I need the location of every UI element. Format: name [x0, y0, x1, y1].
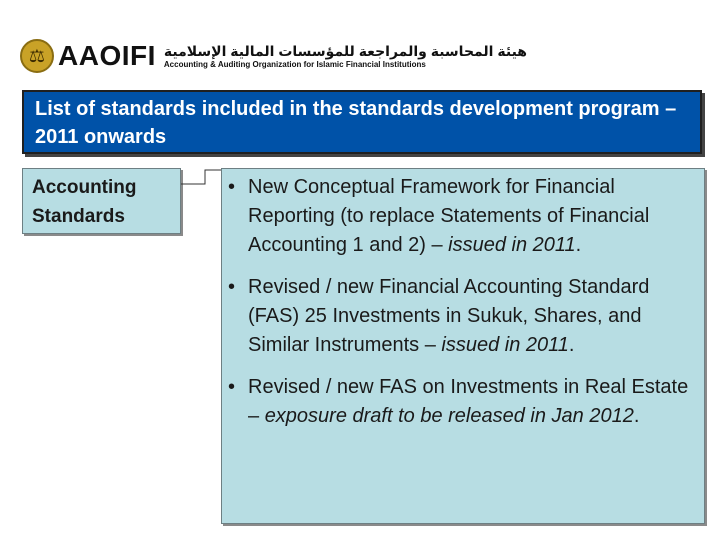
item-status: exposure draft to be released in Jan 2012	[264, 405, 634, 427]
item-body: Revised / new FAS on Investments in Real Estate –	[248, 376, 689, 427]
bullet: •	[228, 376, 236, 398]
standards-list	[221, 168, 705, 524]
item-text	[248, 373, 694, 431]
item-suffix: .	[568, 334, 575, 356]
item-body: Revised / new Financial Accounting Standard (FAS) 25 Investments in Sukuk, Shares, and Similar Instruments –	[248, 276, 650, 356]
item-status: issued in 2011	[441, 334, 569, 356]
item-suffix: .	[633, 405, 640, 427]
item-text	[248, 273, 694, 360]
list-item	[228, 373, 694, 431]
scales-emblem-icon: ⚖	[20, 39, 54, 73]
aaoifi-logo	[20, 38, 527, 74]
logo-arabic-name: هيئة المحاسبة والمراجعة للمؤسسات المالية الإسلامية	[163, 42, 527, 59]
logo-wordmark: AAOIFI	[58, 40, 156, 71]
item-text	[248, 173, 694, 260]
item-suffix: .	[575, 234, 582, 256]
bullet: •	[228, 176, 236, 198]
item-status: issued in 2011	[448, 234, 576, 256]
logo-names	[164, 43, 527, 70]
list-item	[228, 273, 694, 360]
list-item	[228, 173, 694, 260]
bullet: •	[228, 276, 236, 298]
category-label: Accounting Standards	[22, 168, 181, 234]
slide-title: List of standards included in the standards development program – 2011 onwards	[22, 90, 702, 154]
logo-english-name: Accounting & Auditing Organization for Islamic Financial Institutions	[163, 59, 426, 69]
item-body: New Conceptual Framework for Financial Reporting (to replace Statements of Financial Accounting 1 and 2) –	[248, 176, 650, 256]
connector-line	[181, 168, 221, 190]
